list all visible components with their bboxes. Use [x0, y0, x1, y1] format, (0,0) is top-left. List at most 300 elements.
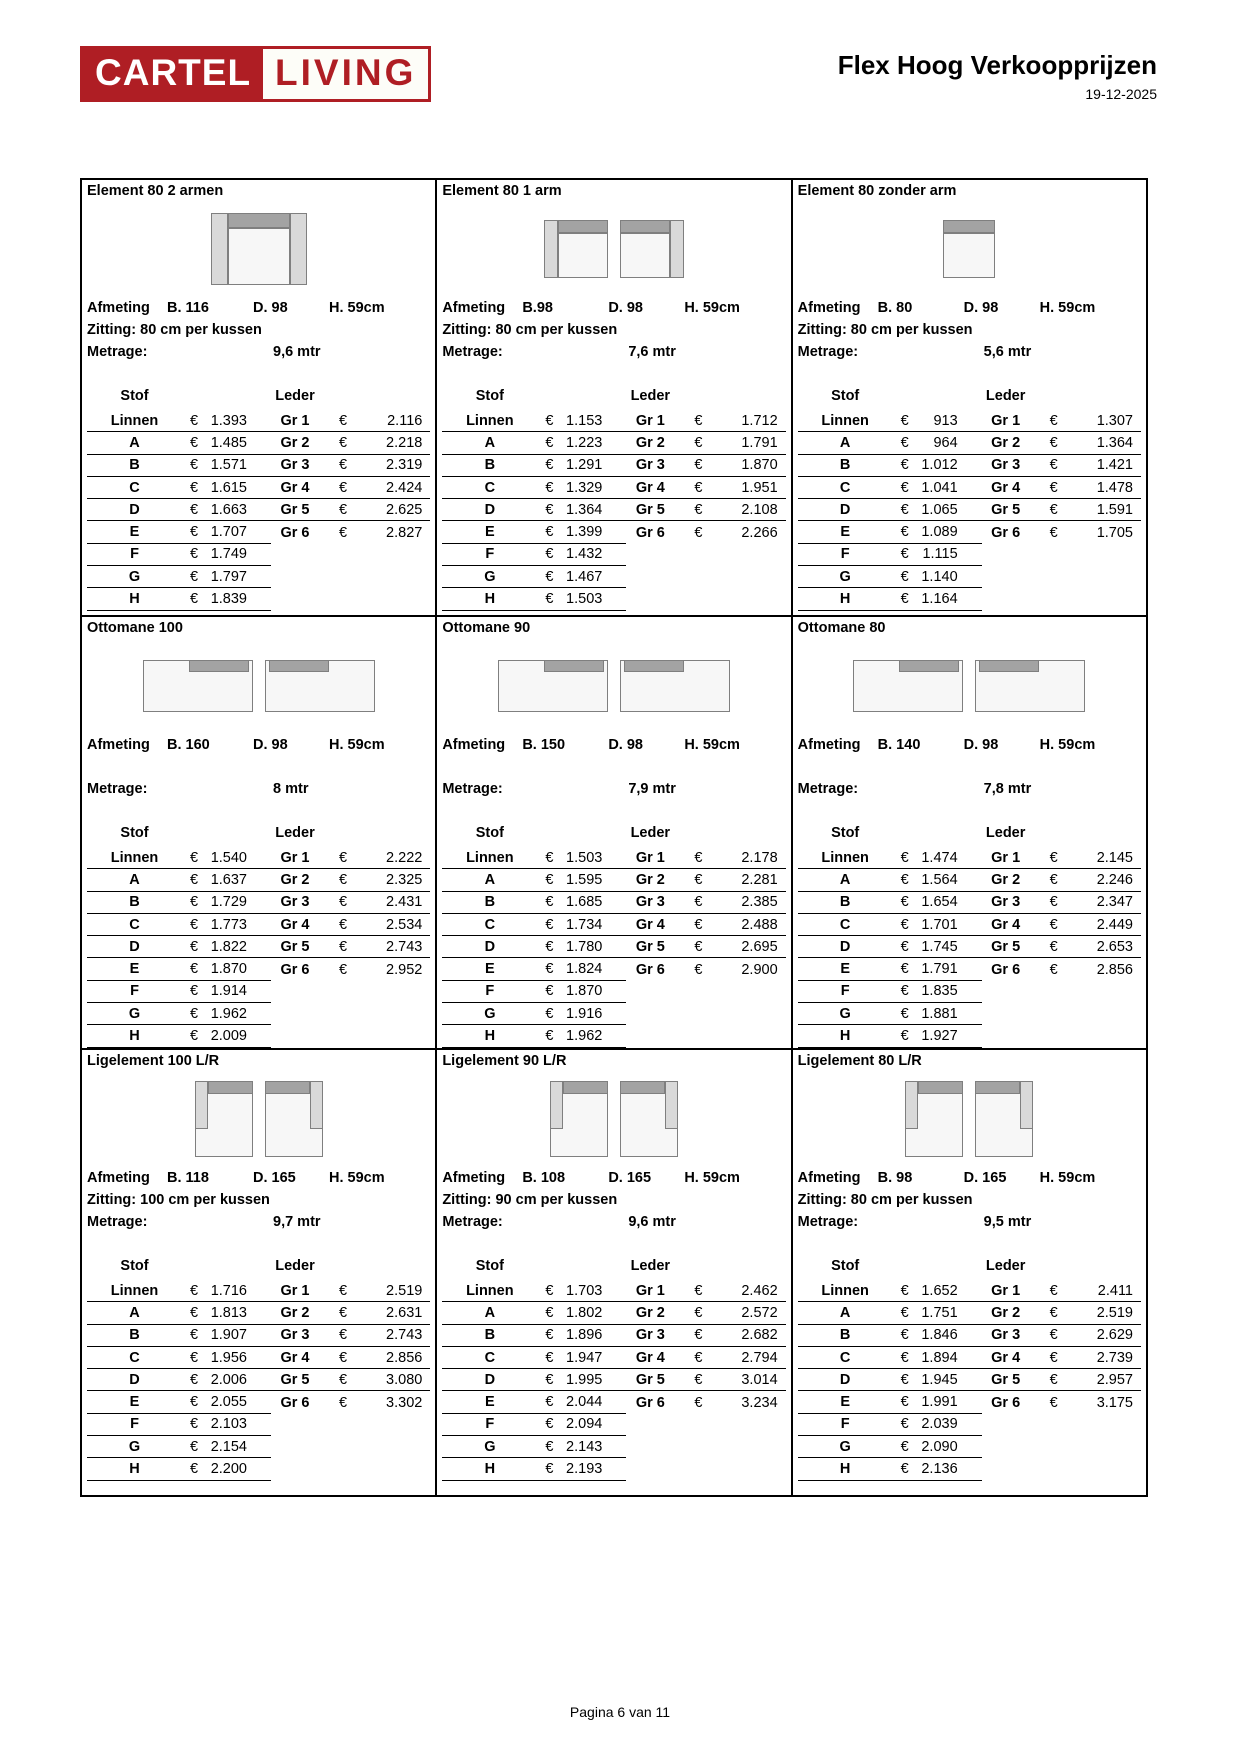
document-header — [838, 50, 1157, 102]
fabric-cell-group — [87, 1391, 271, 1413]
leather-label: Gr 2 — [635, 1304, 665, 1321]
fabric-cell-group — [442, 1280, 626, 1301]
price-table-headers — [442, 388, 785, 409]
arm-shape — [665, 1081, 678, 1129]
fabric-header: Stof — [475, 388, 504, 404]
fabric-cell-group — [798, 455, 982, 476]
fabric-label: E — [840, 1394, 850, 1411]
leather-header: Leder — [275, 825, 315, 841]
leather-price-cell — [674, 502, 785, 518]
fabric-label: A — [484, 871, 496, 888]
leather-cell-group — [271, 1347, 430, 1368]
leather-label: Gr 6 — [280, 1394, 310, 1411]
fabric-label: G — [484, 568, 496, 585]
price-row — [798, 869, 1141, 891]
price-row — [87, 432, 430, 454]
fabric-price-cell — [893, 1416, 982, 1432]
metrage-label: Metrage: — [797, 344, 859, 360]
metrage-label: Metrage: — [442, 1214, 503, 1230]
fabric-cell-group — [442, 455, 626, 476]
width-value: B. 98 — [877, 1170, 913, 1186]
fabric-price: 1.503 — [566, 591, 603, 608]
metrage-line — [798, 1214, 1141, 1236]
price-row — [798, 432, 1141, 454]
leather-price-cell — [1030, 917, 1141, 933]
fabric-cell-group — [442, 847, 626, 868]
fabric-price: 2.200 — [210, 1461, 247, 1478]
fabric-cell-group — [442, 1003, 626, 1025]
leather-label: Gr 6 — [635, 1394, 665, 1411]
fabric-price-cell — [537, 961, 626, 977]
leather-price: 2.281 — [741, 871, 778, 888]
leather-price-cell — [674, 1327, 785, 1343]
fabric-price: 1.654 — [921, 894, 958, 911]
euro-sign: € — [900, 501, 909, 518]
leather-cell-group — [982, 588, 1141, 610]
fabric-label: A — [129, 434, 140, 451]
afmeting-label: Afmeting — [797, 1170, 861, 1186]
fabric-price-cell — [537, 1283, 626, 1299]
price-table — [442, 410, 785, 611]
leather-price: 3.014 — [741, 1371, 778, 1388]
fabric-price: 1.474 — [921, 849, 958, 866]
panel-title: Ligelement 80 L/R — [797, 1053, 922, 1069]
leather-price-cell — [674, 917, 785, 933]
euro-sign: € — [339, 938, 348, 955]
euro-sign: € — [545, 1005, 554, 1022]
panel-title: Element 80 2 armen — [87, 183, 224, 199]
fabric-label: G — [484, 1005, 496, 1022]
price-row — [798, 1458, 1141, 1480]
fabric-label: E — [129, 1394, 140, 1411]
fabric-cell-group — [442, 432, 626, 453]
price-table — [442, 847, 785, 1048]
euro-sign: € — [900, 479, 909, 496]
fabric-header: Stof — [120, 1258, 149, 1274]
euro-sign: € — [694, 457, 703, 474]
fabric-price-cell — [893, 872, 982, 888]
fabric-price-cell — [182, 591, 271, 607]
cartel-living-logo — [80, 46, 431, 102]
back-shape — [269, 660, 329, 672]
leather-label: Gr 4 — [635, 479, 665, 496]
width-value: B. 80 — [877, 300, 913, 316]
fabric-cell-group — [442, 1302, 626, 1323]
fabric-label: C — [839, 1349, 851, 1366]
euro-sign: € — [545, 412, 554, 429]
metrage-value: 5,6 mtr — [983, 344, 1032, 360]
price-row — [87, 869, 430, 891]
metrage-value: 9,5 mtr — [983, 1214, 1032, 1230]
price-grid — [80, 178, 1148, 1497]
leather-price: 1.478 — [1096, 479, 1133, 496]
price-table-headers — [442, 1258, 785, 1279]
fabric-price-cell — [893, 1327, 982, 1343]
leather-label: Gr 3 — [635, 457, 665, 474]
euro-sign: € — [190, 501, 199, 518]
price-row — [87, 1325, 430, 1347]
fabric-price-cell — [893, 1350, 982, 1366]
leather-label: Gr 6 — [635, 961, 665, 978]
euro-sign: € — [1049, 1394, 1058, 1411]
fabric-price-cell — [182, 1028, 271, 1044]
leather-price: 2.519 — [386, 1282, 423, 1299]
fabric-price-cell — [893, 1305, 982, 1321]
euro-sign: € — [694, 1394, 703, 1411]
euro-sign: € — [545, 938, 554, 955]
fabric-label: F — [130, 983, 139, 1000]
leather-price-cell — [319, 850, 430, 866]
fabric-label: Linnen — [821, 1282, 869, 1299]
leather-cell-group — [982, 455, 1141, 476]
euro-sign: € — [190, 1371, 199, 1388]
fabric-price-cell — [893, 894, 982, 910]
euro-sign: € — [190, 983, 199, 1000]
afmeting-label: Afmeting — [87, 300, 150, 316]
width-value: B. 160 — [167, 737, 210, 753]
leather-label: Gr 1 — [280, 412, 310, 429]
leather-price: 2.411 — [1097, 1282, 1133, 1299]
fabric-price-cell — [893, 961, 982, 977]
euro-sign: € — [545, 1282, 554, 1299]
fabric-header: Stof — [120, 388, 149, 404]
leather-price: 1.870 — [741, 457, 778, 474]
fabric-label: D — [484, 1371, 496, 1388]
euro-sign: € — [545, 591, 554, 608]
price-row — [442, 1458, 785, 1480]
metrage-line — [87, 781, 430, 803]
fabric-price: 1.703 — [566, 1282, 603, 1299]
fabric-cell-group — [87, 869, 271, 890]
euro-sign: € — [900, 1028, 909, 1045]
leather-price-cell — [674, 1372, 785, 1388]
fabric-price-cell — [893, 524, 982, 540]
leather-label: Gr 6 — [991, 961, 1021, 978]
fabric-cell-group — [87, 847, 271, 868]
product-diagram — [87, 1076, 430, 1162]
fabric-price-cell — [893, 1283, 982, 1299]
fabric-price-cell — [537, 1327, 626, 1343]
fabric-price-cell — [893, 502, 982, 518]
leather-cell-group — [626, 566, 785, 588]
fabric-cell-group — [87, 588, 271, 610]
fabric-label: G — [484, 1438, 496, 1455]
diagram-unit — [265, 1081, 323, 1157]
fabric-price: 1.164 — [921, 591, 958, 608]
leather-price: 2.631 — [386, 1304, 423, 1321]
leather-cell-group — [271, 544, 430, 566]
leather-price: 2.449 — [1096, 916, 1133, 933]
fabric-cell-group — [798, 1458, 982, 1480]
leather-cell-group — [271, 1391, 430, 1413]
leather-price-cell — [1030, 413, 1141, 429]
fabric-cell-group — [87, 455, 271, 476]
fabric-price-cell — [182, 1006, 271, 1022]
fabric-price-cell — [537, 1372, 626, 1388]
fabric-label: C — [129, 916, 140, 933]
fabric-label: G — [128, 568, 141, 585]
product-panel — [82, 617, 437, 1050]
fabric-cell-group — [87, 1369, 271, 1390]
price-row — [442, 477, 785, 499]
metrage-label: Metrage: — [87, 781, 148, 797]
euro-sign: € — [190, 961, 199, 978]
price-row — [87, 1369, 430, 1391]
fabric-price: 1.751 — [921, 1304, 958, 1321]
fabric-price-cell — [537, 413, 626, 429]
metrage-label: Metrage: — [442, 344, 503, 360]
fabric-price-cell — [537, 1305, 626, 1321]
leather-label: Gr 1 — [991, 849, 1021, 866]
leather-price: 2.653 — [1096, 938, 1133, 955]
price-row — [798, 521, 1141, 543]
fabric-price: 1.364 — [566, 501, 603, 518]
leather-label: Gr 3 — [991, 457, 1021, 474]
leather-label: Gr 5 — [280, 501, 310, 518]
fabric-price: 1.927 — [921, 1028, 958, 1045]
leather-price-cell — [319, 917, 430, 933]
diagram-unit — [550, 1081, 608, 1157]
fabric-cell-group — [87, 1325, 271, 1346]
leather-price: 2.431 — [386, 894, 423, 911]
leather-price-cell — [1030, 457, 1141, 473]
leather-label: Gr 5 — [635, 501, 665, 518]
fabric-cell-group — [798, 914, 982, 935]
leather-price: 2.827 — [386, 524, 423, 541]
fabric-cell-group — [442, 410, 626, 431]
fabric-price: 2.143 — [566, 1438, 603, 1455]
leather-header: Leder — [630, 388, 671, 404]
fabric-price-cell — [182, 524, 271, 540]
metrage-label: Metrage: — [87, 344, 148, 360]
diagram-unit — [620, 1081, 678, 1157]
fabric-price: 1.707 — [210, 524, 247, 541]
fabric-price: 2.103 — [210, 1416, 247, 1433]
depth-value: D. 98 — [963, 737, 999, 753]
width-value: B. 150 — [522, 737, 566, 753]
fabric-cell-group — [87, 499, 271, 520]
product-diagram — [442, 1076, 785, 1162]
leather-cell-group — [982, 477, 1141, 498]
fabric-label: D — [839, 501, 851, 518]
euro-sign: € — [1049, 457, 1058, 474]
euro-sign: € — [900, 1371, 909, 1388]
fabric-price-cell — [893, 1372, 982, 1388]
leather-cell-group — [271, 1025, 430, 1047]
leather-cell-group — [626, 936, 785, 957]
diagram-unit — [620, 660, 730, 712]
arm-shape — [905, 1081, 918, 1129]
back-shape — [563, 1081, 608, 1094]
afmeting-label: Afmeting — [442, 737, 506, 753]
fabric-cell-group — [442, 544, 626, 566]
product-panel — [437, 1050, 792, 1497]
product-panel — [793, 180, 1148, 617]
metrage-line — [798, 781, 1141, 803]
price-table — [798, 1280, 1141, 1481]
euro-sign: € — [545, 479, 554, 496]
product-panel — [437, 617, 792, 1050]
euro-sign: € — [190, 1005, 199, 1022]
product-diagram — [798, 1076, 1141, 1162]
price-table — [87, 410, 430, 611]
leather-label: Gr 3 — [991, 894, 1021, 911]
leather-cell-group — [982, 1302, 1141, 1323]
price-row — [442, 1414, 785, 1436]
fabric-label: Linnen — [821, 412, 869, 429]
price-row — [87, 892, 430, 914]
euro-sign: € — [545, 1349, 554, 1366]
leather-price-cell — [319, 1350, 430, 1366]
fabric-cell-group — [798, 410, 982, 431]
fabric-cell-group — [442, 1325, 626, 1346]
fabric-price-cell — [537, 569, 626, 585]
fabric-price-cell — [893, 1439, 982, 1455]
leather-price: 2.682 — [741, 1327, 778, 1344]
leather-cell-group — [626, 477, 785, 498]
depth-value: D. 98 — [253, 300, 288, 316]
leather-price-cell — [1030, 1372, 1141, 1388]
leather-header: Leder — [275, 388, 315, 404]
seat-info: Zitting: 80 cm per kussen — [797, 322, 973, 338]
fabric-label: C — [484, 479, 496, 496]
leather-cell-group — [271, 1369, 430, 1390]
leather-cell-group — [982, 1436, 1141, 1458]
product-diagram — [798, 206, 1141, 292]
leather-label: Gr 5 — [280, 938, 310, 955]
fabric-price: 2.039 — [921, 1416, 958, 1433]
fabric-label: H — [484, 591, 496, 608]
depth-value: D. 98 — [608, 300, 643, 316]
fabric-price: 1.065 — [921, 501, 958, 518]
euro-sign: € — [339, 871, 348, 888]
euro-sign: € — [190, 1416, 199, 1433]
euro-sign: € — [1049, 938, 1058, 955]
euro-sign: € — [900, 983, 909, 1000]
panel-title: Ligelement 90 L/R — [442, 1053, 567, 1069]
fabric-price: 1.153 — [566, 412, 603, 429]
price-row — [442, 1436, 785, 1458]
leather-label: Gr 2 — [280, 871, 310, 888]
leather-label: Gr 1 — [280, 1282, 310, 1299]
fabric-label: E — [484, 524, 495, 541]
euro-sign: € — [545, 1394, 554, 1411]
fabric-header: Stof — [831, 388, 860, 404]
leather-cell-group — [271, 566, 430, 588]
price-row — [87, 1458, 430, 1480]
price-row — [87, 455, 430, 477]
fabric-cell-group — [798, 521, 982, 543]
leather-cell-group — [271, 455, 430, 476]
fabric-cell-group — [442, 936, 626, 957]
price-row — [87, 499, 430, 521]
fabric-price: 1.894 — [921, 1349, 958, 1366]
euro-sign: € — [694, 916, 703, 933]
leather-price: 2.519 — [1096, 1304, 1133, 1321]
leather-header: Leder — [985, 1258, 1026, 1274]
fabric-cell-group — [442, 1369, 626, 1390]
leather-cell-group — [982, 1025, 1141, 1047]
euro-sign: € — [1049, 894, 1058, 911]
fabric-price: 964 — [933, 434, 958, 451]
fabric-price: 1.839 — [210, 591, 247, 608]
metrage-value: 7,9 mtr — [628, 781, 676, 797]
fabric-price-cell — [182, 1350, 271, 1366]
leather-cell-group — [982, 958, 1141, 980]
euro-sign: € — [900, 849, 909, 866]
euro-sign: € — [545, 1028, 554, 1045]
fabric-label: Linnen — [466, 849, 514, 866]
euro-sign: € — [339, 412, 348, 429]
euro-sign: € — [900, 961, 909, 978]
euro-sign: € — [545, 871, 554, 888]
leather-price: 3.302 — [386, 1394, 423, 1411]
fabric-cell-group — [798, 869, 982, 890]
leather-price-cell — [319, 894, 430, 910]
fabric-label: G — [839, 568, 851, 585]
euro-sign: € — [900, 457, 909, 474]
leather-cell-group — [626, 869, 785, 890]
price-row — [798, 477, 1141, 499]
metrage-line — [798, 344, 1141, 366]
leather-cell-group — [626, 847, 785, 868]
fabric-price: 1.540 — [210, 849, 247, 866]
arm-shape — [544, 220, 558, 278]
fabric-price-cell — [537, 850, 626, 866]
fabric-label: B — [129, 1327, 140, 1344]
euro-sign: € — [1049, 871, 1058, 888]
price-row — [798, 544, 1141, 566]
fabric-label: G — [839, 1438, 851, 1455]
price-row — [798, 1391, 1141, 1413]
leather-price: 1.591 — [1096, 501, 1133, 518]
price-row — [798, 566, 1141, 588]
leather-cell-group — [982, 432, 1141, 453]
leather-cell-group — [271, 958, 430, 980]
leather-label: Gr 1 — [635, 849, 665, 866]
leather-label: Gr 5 — [991, 1371, 1021, 1388]
euro-sign: € — [545, 546, 554, 563]
page-number: Pagina 6 van 11 — [569, 1704, 671, 1720]
euro-sign: € — [900, 1005, 909, 1022]
leather-cell-group — [626, 1414, 785, 1436]
fabric-label: D — [839, 1371, 851, 1388]
fabric-label: A — [129, 1304, 140, 1321]
leather-price: 2.246 — [1096, 871, 1133, 888]
fabric-label: B — [839, 1327, 851, 1344]
fabric-label: Linnen — [110, 1282, 159, 1299]
price-row — [442, 455, 785, 477]
leather-price: 1.421 — [1096, 457, 1133, 474]
product-panel — [793, 1050, 1148, 1497]
fabric-price-cell — [893, 1006, 982, 1022]
height-value: H. 59cm — [684, 737, 740, 753]
fabric-label: B — [484, 1327, 496, 1344]
leather-cell-group — [982, 981, 1141, 1003]
leather-label: Gr 2 — [635, 434, 665, 451]
metrage-line — [442, 344, 785, 366]
euro-sign: € — [900, 938, 909, 955]
leather-price-cell — [319, 435, 430, 451]
euro-sign: € — [694, 1371, 703, 1388]
euro-sign: € — [190, 1394, 199, 1411]
leather-price: 1.791 — [741, 434, 778, 451]
leather-price-cell — [1030, 525, 1141, 541]
fabric-label: F — [485, 1416, 495, 1433]
diagram-unit — [265, 660, 375, 712]
fabric-cell-group — [87, 544, 271, 566]
leather-price-cell — [319, 939, 430, 955]
